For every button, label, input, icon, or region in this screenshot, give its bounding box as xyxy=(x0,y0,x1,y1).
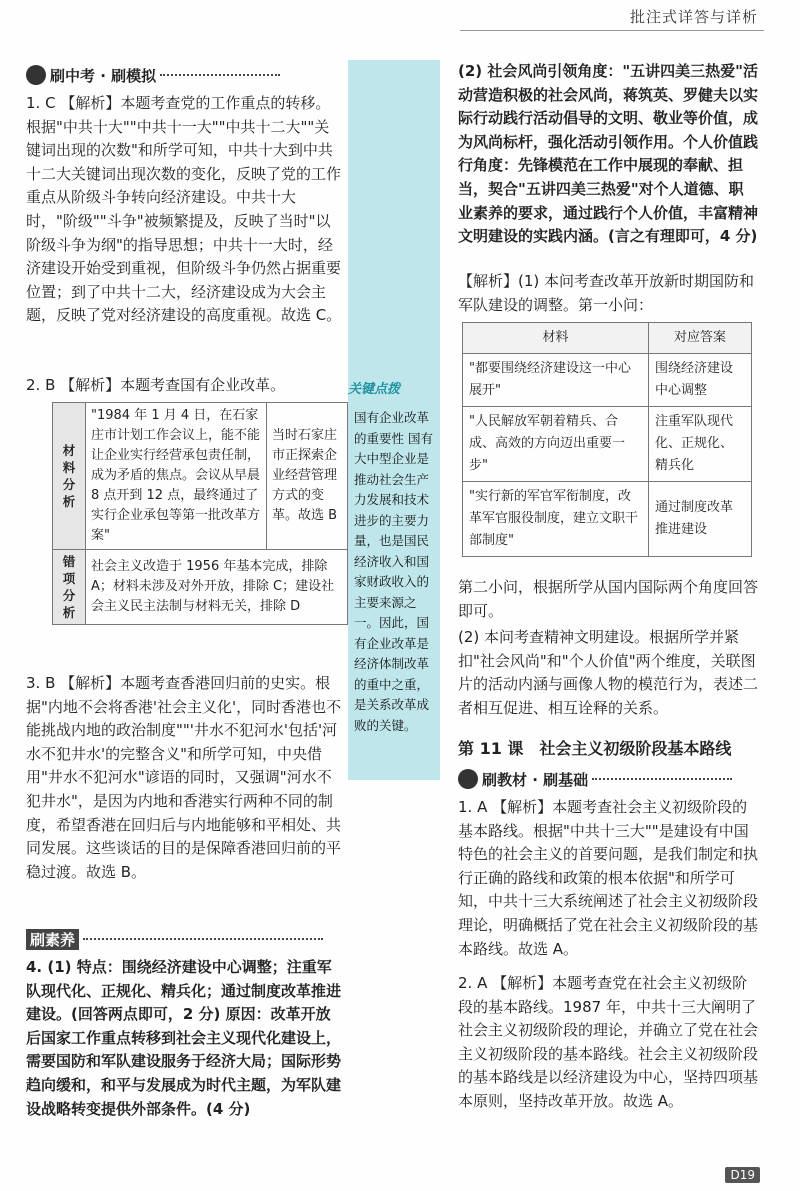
table-cell: 围绕经济建设中心调整 xyxy=(649,354,752,407)
material-answer-table xyxy=(462,322,752,557)
table-header-answer: 对应答案 xyxy=(649,323,752,354)
answer-4-part2: (2) 社会风尚引领角度："五讲四美三热爱"活动营造积极的社会风尚，蒋筑英、罗健夫以实际行动践行活动倡导的文明、敬业等价值，成为风尚标杆，强化活动引领作用。个人价值践行角度：先锋模范在工作中展现的奉献、担当，契合"五讲四美三热爱"对个人道德、职业素养的要求，通过践行个人价值，丰富精神文明建设的实践内涵。(言之有理即可，4 分) xyxy=(458,62,759,246)
table-row xyxy=(463,407,752,482)
analysis-part2: 第二小问，根据所学从国内国际两个角度回答即可。 xyxy=(458,578,759,620)
table-cell-answer: 当时石家庄市正探索企业经营管理方式的变革。故选 B xyxy=(267,403,348,550)
badge-label: 刷教材 · 刷基础 xyxy=(482,770,589,789)
answer-3: 3. B 【解析】本题考查香港回归前的史实。根据"内地不会将香港'社会主义化'，同时香港也不能挑战内地的政治制度""'井水不犯河水'包括'河水不犯井水'的完整含义"和所学可知，中央借用"井水不犯河水"谚语的同时，又强调"河水不犯井水"，是因为内地和香港实行两种不同的制度，希望香港在回归后与内地能够和平相处、共同发展。这些谈话的目的是保障香港回归前的平稳过渡。故选 B。 xyxy=(26,674,342,881)
key-point-title: 关键点拨 xyxy=(348,382,401,397)
badge-label: 刷素养 xyxy=(26,929,79,950)
brush-icon xyxy=(458,769,478,789)
section-badge-textbook xyxy=(458,768,758,793)
table-cell: "都要围绕经济建设这一中心展开" xyxy=(463,354,649,407)
table-label-wrong: 错项分析 xyxy=(53,550,86,625)
table-cell: "实行新的军官军衔制度，改革军官服役制度，建立文职干部制度" xyxy=(463,482,649,557)
analysis-intro: 【解析】(1) 本问考查改革开放新时期国防和军队建设的调整。第一小问： xyxy=(458,272,755,314)
header-rule xyxy=(460,30,764,31)
table-cell: 注重军队现代化、正规化、精兵化 xyxy=(649,407,752,482)
section-badge-literacy xyxy=(26,928,344,950)
table-label-material: 材料分析 xyxy=(53,403,86,550)
brush-icon xyxy=(26,65,46,85)
page-header-title: 批注式详答与详析 xyxy=(629,8,758,26)
lesson-title: 第 11 课 社会主义初级阶段基本路线 xyxy=(458,739,732,758)
table-cell: "人民解放军朝着精兵、合成、高效的方向迈出重要一步" xyxy=(463,407,649,482)
table-cell-material: "1984 年 1 月 4 日，在石家庄市计划工作会议上，能不能让企业实行经营承包责任制，成为矛盾的焦点。会议从早晨 8 点开到 12 点，最终通过了实行企业承包等第一批改革方案" xyxy=(86,403,267,550)
analysis-table xyxy=(52,402,348,625)
badge-label: 刷中考 · 刷模拟 xyxy=(50,66,157,85)
table-row xyxy=(463,482,752,557)
dotted-rule xyxy=(592,778,732,780)
answer-1: 1. C 【解析】本题考查党的工作重点的转移。根据"中共十大""中共十一大""中共十二大""关键词出现的次数"和所学可知，中共十大到中共十二大关键词出现次数的变化，反映了党的工作重点从阶级斗争转向经济建设。中共十大时，"阶级""斗争"被频繁提及，反映了当时"以阶级斗争为纲"的指导思想；中共十一大时，经济建设开始受到重视，但阶级斗争仍然占据重要位置；到了中共十二大，经济建设成为大会主题，反映了党对经济建设的高度重视。故选 C。 xyxy=(26,94,342,325)
table-header-material: 材料 xyxy=(463,323,649,354)
dotted-rule xyxy=(83,938,323,940)
section-badge-mock xyxy=(26,64,344,89)
answer-2: 2. B 【解析】本题考查国有企业改革。 xyxy=(26,376,286,394)
table-cell: 通过制度改革推进建设 xyxy=(649,482,752,557)
dotted-rule xyxy=(160,74,280,76)
answer-4: 4. (1) 特点：围绕经济建设中心调整；注重军队现代化、正规化、精兵化；通过制度改革推进建设。(回答两点即可，2 分) 原因：改革开放后国家工作重点转移到社会主义现代化建设上，需要国防和军队建设服务于经济大局；国际形势趋向缓和，和平与发展成为时代主题，为军队建设战略转变提供外部条件。(4 分) xyxy=(26,958,342,1118)
page-number: D19 xyxy=(725,1167,760,1183)
key-point-text: 国有企业改革的重要性 国有大中型企业是推动社会生产力发展和技术进步的主要力量，也是国民经济收入和国家财政收入的主要来源之一。因此，国有企业改革是经济体制改革的重中之重，是关系改革成败的关键。 xyxy=(354,410,433,733)
answer-r1: 1. A 【解析】本题考查社会主义初级阶段的基本路线。根据"中共十三大""是建设有中国特色的社会主义的首要问题，是我们制定和执行正确的路线和政策的根本依据"和所学可知，中共十三大系统阐述了社会主义初级阶段理论，明确概括了党在社会主义初级阶段的基本路线。故选 A。 xyxy=(458,798,759,958)
table-cell-wrong: 社会主义改造于 1956 年基本完成，排除 A；材料未涉及对外开放，排除 C；建设社会主义民主法制与材料无关，排除 D xyxy=(86,550,348,625)
analysis-part3: (2) 本问考查精神文明建设。根据所学并紧扣"社会风尚"和"个人价值"两个维度，关联图片的活动内涵与画像人物的模范行为，表述二者相互促进、相互诠释的关系。 xyxy=(458,628,759,717)
answer-r2: 2. A 【解析】本题考查党在社会主义初级阶段的基本路线。1987 年，中共十三大阐明了社会主义初级阶段的理论，并确立了党在社会主义初级阶段的基本路线。社会主义初级阶段的基本路线是以经济建设为中心，坚持四项基本原则，坚持改革开放。故选 A。 xyxy=(458,974,759,1110)
table-row xyxy=(463,354,752,407)
